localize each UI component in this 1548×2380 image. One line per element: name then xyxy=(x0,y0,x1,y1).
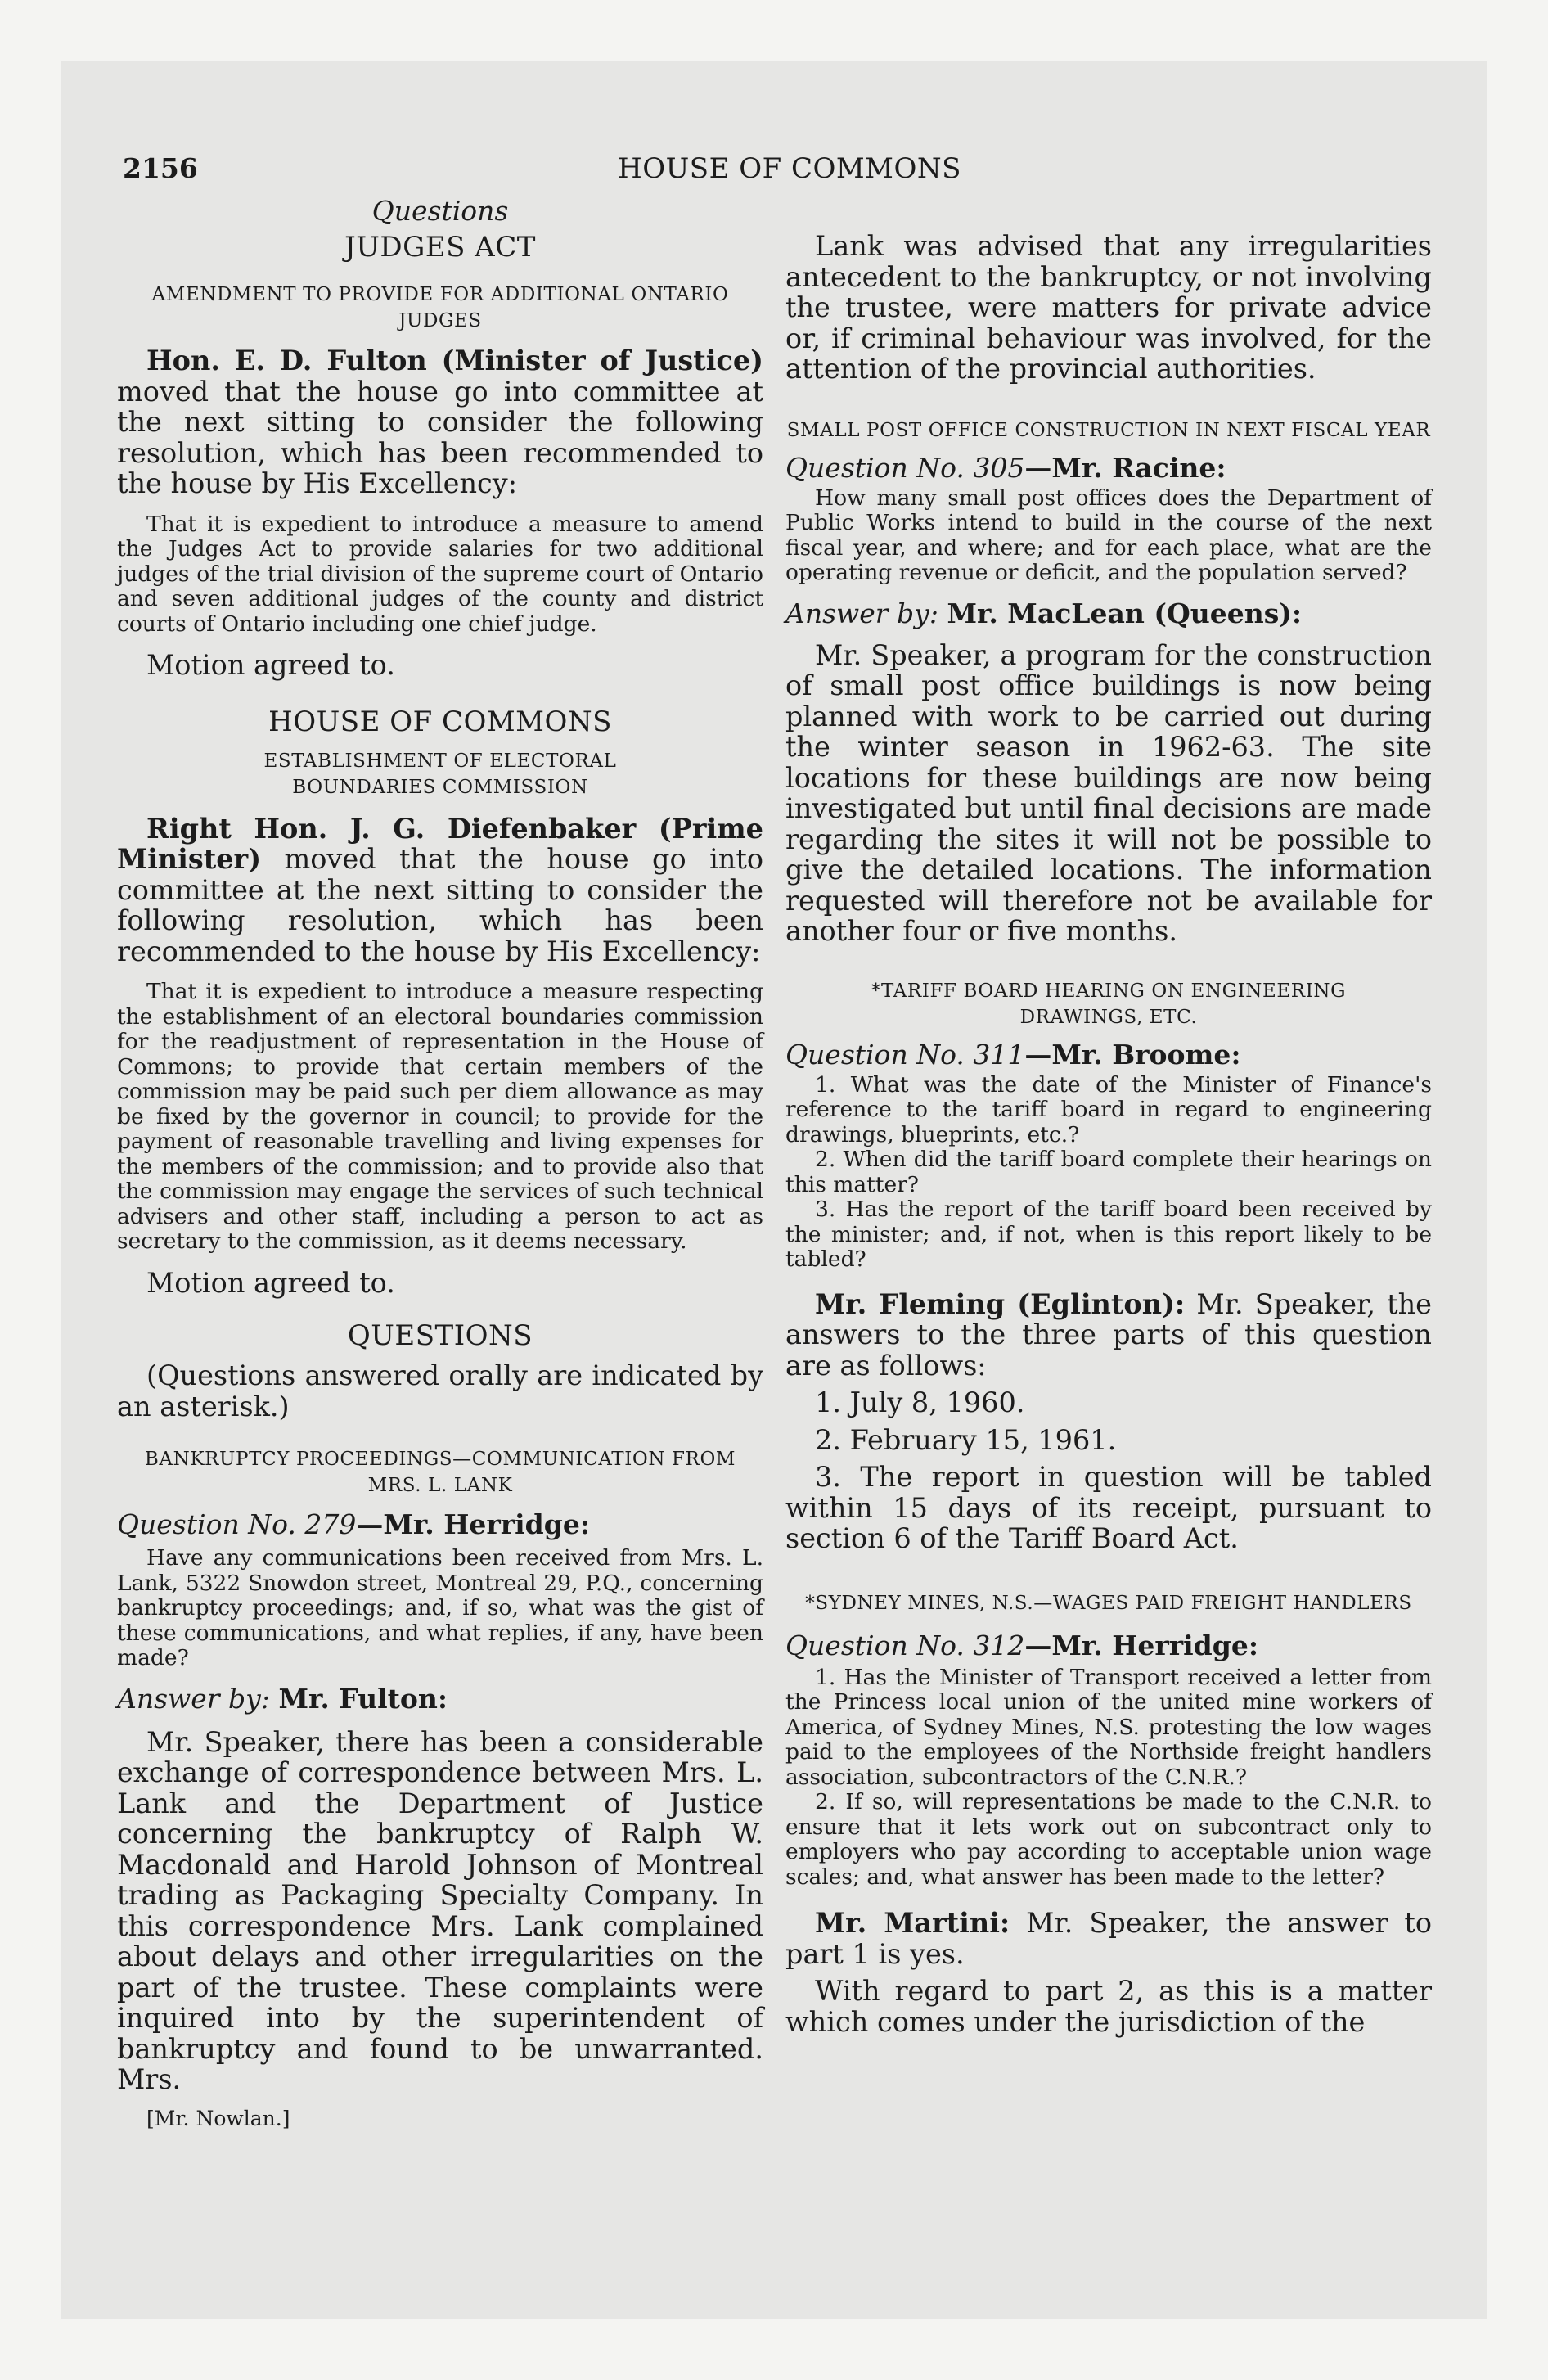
questions-title: QUESTIONS xyxy=(347,1319,533,1352)
question-305-heading xyxy=(785,452,1432,485)
right-column xyxy=(785,231,1432,2037)
questions-label: Questions xyxy=(371,195,509,227)
motion-agreed-2: Motion agreed to. xyxy=(146,1266,395,1299)
answer-305-text: Mr. Speaker, a program for the construction of small post office buildings is now being planned with work to be carried out during the winter season in 1962-63. The site locations for these buildings are now being investigated but until final decisions are made regarding the sites it will not be possible to give the detailed locations. The information requested will therefore not be available for another four or five months. xyxy=(785,638,1432,947)
question-311-asker: —Mr. Broome: xyxy=(1024,1038,1241,1071)
sydney-mines-subtitle: *SYDNEY MINES, N.S.—WAGES PAID FREIGHT HANDLERS xyxy=(805,1592,1412,1614)
answer-311-text: Mr. Speaker, the answers to the three parts of this question are as follows: xyxy=(785,1287,1432,1382)
answer-279-continued: Lank was advised that any irregularities antecedent to the bankruptcy, or not involving the trustee, were matters for private advice or, if criminal behaviour was involved, for the attention of the provincial authorities. xyxy=(785,230,1432,385)
questions-note: (Questions answered orally are indicated by an asterisk.) xyxy=(117,1359,763,1422)
judges-resolution: That it is expedient to introduce a measure to amend the Judges Act to provide salaries for two additional judges of the trial division of the supreme court of Ontario and seven additional judges of the county and district courts of Ontario including one chief judge. xyxy=(117,511,763,637)
answer-279-label: Answer by: xyxy=(117,1682,279,1715)
speaker-fulton: Hon. E. D. Fulton (Minister of Justice) xyxy=(146,345,763,376)
left-column xyxy=(117,195,763,2131)
answer-311-item: 3. The report in question will be tabled within 15 days of its receipt, pursuant to section 6 of the Tariff Board Act. xyxy=(785,1461,1432,1554)
running-head xyxy=(123,152,1456,193)
judges-motion-text: moved that the house go into committee at the next sitting to consider the following resolution, which has been recommended to the house by His Excellency: xyxy=(117,375,763,499)
page-title: HOUSE OF COMMONS xyxy=(618,152,961,185)
answer-311-paragraph xyxy=(785,1289,1432,1382)
question-311-item: 2. When did the tariff board complete their hearings on this matter? xyxy=(785,1147,1432,1197)
question-279-heading xyxy=(117,1508,763,1541)
answer-312-text: Mr. Speaker, the answer to part 1 is yes. xyxy=(785,1907,1432,1970)
motion-agreed-1: Motion agreed to. xyxy=(146,649,395,681)
answer-279-heading xyxy=(117,1683,763,1715)
question-312-heading xyxy=(785,1629,1432,1662)
tariff-board-subtitle: *TARIFF BOARD HEARING ON ENGINEERING DRAWINGS, ETC. xyxy=(871,980,1347,1028)
hoc-motion-paragraph xyxy=(117,814,763,967)
question-305-asker: —Mr. Racine: xyxy=(1024,451,1226,484)
page-footer: [Mr. Nowlan.] xyxy=(146,2106,290,2130)
page-number: 2156 xyxy=(123,152,198,184)
answer-279-text: Mr. Speaker, there has been a considerable exchange of correspondence between Mrs. L. Lank and the Department of Justice concerning the bankruptcy of Ralph W. Macdonald and Harold Johnson of Montreal trading as Packaging Specialty Company. In this correspondence Mrs. Lank complained about delays and other irregularities on the part of the trustee. These complaints were inquired into by the superintendent of bankruptcy and found to be unwarranted. Mrs. xyxy=(117,1725,763,2095)
hoc-section-title: HOUSE OF COMMONS xyxy=(268,705,612,738)
judges-act-subtitle: AMENDMENT TO PROVIDE FOR ADDITIONAL ONTARIO JUDGES xyxy=(151,284,729,331)
question-279-label: Question No. 279 xyxy=(117,1508,357,1540)
small-post-office-subtitle: SMALL POST OFFICE CONSTRUCTION IN NEXT FISCAL YEAR xyxy=(786,419,1431,441)
question-312-item: 1. Has the Minister of Transport received a letter from the Princess local union of the united mine workers of America, of Sydney Mines, N.S. protesting the low wages paid to the employees of the Northside freight handlers association, subcontractors of the C.N.R.? xyxy=(785,1664,1432,1790)
question-305-text: How many small post offices does the Department of Public Works intend to build in the course of the next fiscal year, and where; and for each place, what are the operating revenue or deficit, and the population served? xyxy=(785,485,1432,585)
question-305-label: Question No. 305 xyxy=(785,451,1025,484)
answer-311-item: 2. February 15, 1961. xyxy=(815,1423,1117,1456)
question-312-item: 2. If so, will representations be made to the C.N.R. to ensure that it lets work out on subcontract only to employers who pay according to acceptable union wage scales; and, what answer has been made to the letter? xyxy=(785,1789,1432,1890)
speaker-fleming: Mr. Fleming (Eglinton): xyxy=(815,1287,1186,1320)
answer-305-label: Answer by: xyxy=(785,597,947,629)
hoc-section-subtitle: ESTABLISHMENT OF ELECTORAL BOUNDARIES COMMISSION xyxy=(263,750,617,798)
question-279-asker: —Mr. Herridge: xyxy=(356,1508,591,1540)
judges-act-title: JUDGES ACT xyxy=(344,231,536,264)
answer-305-heading xyxy=(785,597,1432,630)
question-311-item: 3. Has the report of the tariff board been received by the minister; and, if not, when is this report likely to be tabled? xyxy=(785,1197,1432,1272)
bankruptcy-subtitle: BANKRUPTCY PROCEEDINGS—COMMUNICATION FROM MRS. L. LANK xyxy=(144,1449,736,1496)
question-312-asker: —Mr. Herridge: xyxy=(1024,1629,1259,1661)
speaker-diefenbaker: Right Hon. J. G. Diefenbaker (Prime Minister) xyxy=(117,812,763,875)
hoc-motion-text: moved that the house go into committee at the next sitting to consider the following resolution, which has been recommended to the house by His Excellency: xyxy=(117,843,763,967)
question-311-item: 1. What was the date of the Minister of Finance's reference to the tariff board in regard to engineering drawings, blueprints, etc.? xyxy=(785,1071,1432,1147)
answer-311-item: 1. July 8, 1960. xyxy=(815,1386,1025,1418)
answer-312-paragraph xyxy=(785,1908,1432,1969)
question-311-heading xyxy=(785,1039,1432,1071)
question-312-label: Question No. 312 xyxy=(785,1629,1025,1661)
answer-305-speaker: Mr. MacLean (Queens): xyxy=(947,597,1303,629)
speaker-martini: Mr. Martini: xyxy=(815,1907,1010,1939)
judges-motion-paragraph xyxy=(117,345,763,499)
answer-279-speaker: Mr. Fulton: xyxy=(278,1682,448,1715)
question-311-label: Question No. 311 xyxy=(785,1038,1025,1071)
hoc-resolution: That it is expedient to introduce a measure respecting the establishment of an electoral boundaries commission for the readjustment of representation in the House of Commons; to provide that certain members of the commission may be paid such per diem allowance as may be fixed by the governor in council; to provide for the payment of reasonable travelling and living expenses for the members of the commission; and to provide also that the commission may engage the services of such technical advisers and other staff, including a person to act as secretary to the commission, as it deems necessary. xyxy=(117,979,763,1254)
question-279-text: Have any communications been received from Mrs. L. Lank, 5322 Snowdon street, Montreal 29, P.Q., concerning bankruptcy proceedings; and, if so, what was the gist of these communications, and what replies, if any, have been made? xyxy=(117,1545,763,1670)
answer-312-text-continued: With regard to part 2, as this is a matter which comes under the jurisdiction of the xyxy=(785,1975,1432,2038)
